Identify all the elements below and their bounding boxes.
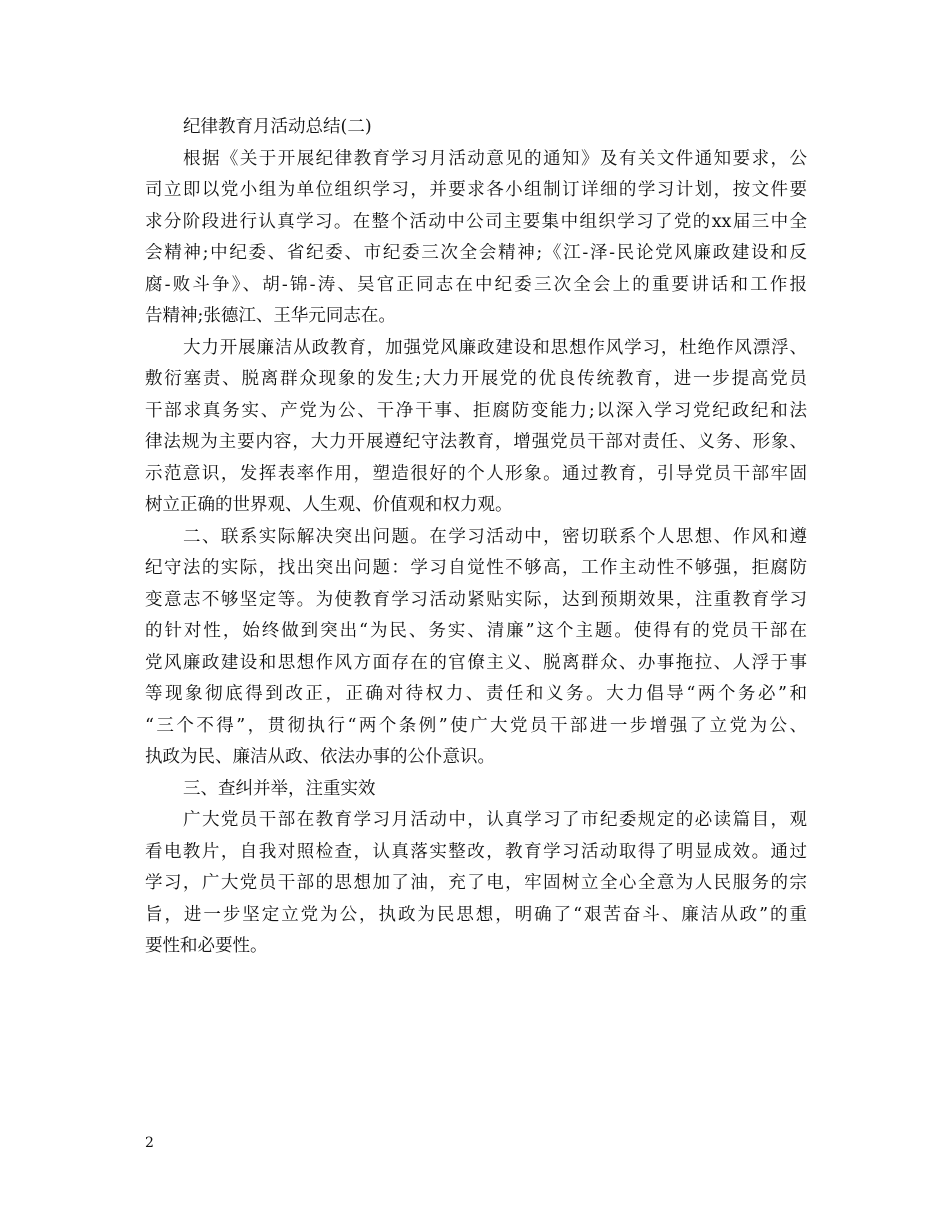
paragraph-line: 司立即以党小组为单位组织学习，并要求各小组制订详细的学习计划，按文件要 [145, 180, 807, 200]
title-text: 纪律教育月活动总结(二) [183, 117, 372, 137]
paragraph-line: 干部求真务实、产党为公、干净干事、拒腐防变能力;以深入学习党纪政纪和法 [145, 400, 807, 421]
paragraph-line: 党风廉政建设和思想作风方面存在的官僚主义、脱离群众、办事拖拉、人浮于事 [145, 652, 807, 673]
document-title [145, 112, 807, 144]
paragraph-line: 根据《关于开展纪律教育学习月活动意见的通知》及有关文件通知要求，公 [183, 148, 807, 169]
paragraph-3 [145, 522, 807, 774]
paragraph-line: 执政为民、廉洁从政、依法办事的公仆意识。 [145, 747, 495, 767]
paragraph-line: 变意志不够坚定等。为使教育学习活动紧贴实际，达到预期效果，注重教育学习 [145, 589, 807, 610]
paragraph-line: 树立正确的世界观、人生观、价值观和权力观。 [145, 495, 513, 515]
paragraph-line: 广大党员干部在教育学习月活动中，认真学习了市纪委规定的必读篇目，观 [183, 810, 807, 830]
paragraph-line: 旨，进一步坚定立党为公，执政为民思想，明确了“艰苦奋斗、廉洁从政”的重 [145, 904, 807, 925]
paragraph-line: 会精神;中纪委、省纪委、市纪委三次全会精神;《江-泽-民论党风廉政建设和反 [145, 243, 807, 263]
paragraph-line: 看电教片，自我对照检查，认真落实整改，教育学习活动取得了明显成效。通过 [145, 841, 807, 862]
paragraph-line: 要性和必要性。 [145, 936, 268, 956]
paragraph-4 [145, 805, 807, 963]
paragraph-line: 腐-败斗争》、胡-锦-涛、吴官正同志在中纪委三次全会上的重要讲话和工作报 [145, 274, 807, 295]
page-number: 2 [145, 1135, 154, 1151]
paragraph-1 [145, 144, 807, 333]
paragraph-line: 敷衍塞责、脱离群众现象的发生;大力开展党的优良传统教育，进一步提高党员 [145, 369, 807, 389]
document-body [145, 112, 807, 963]
paragraph-2 [145, 333, 807, 522]
paragraph-line: 的针对性，始终做到突出“为民、务实、清廉”这个主题。使得有的党员干部在 [145, 621, 807, 641]
section-heading-text: 三、查纠并举，注重实效 [183, 778, 376, 799]
paragraph-line: 二、联系实际解决突出问题。在学习活动中，密切联系个人思想、作风和遵 [183, 526, 807, 547]
paragraph-line: 告精神;张德江、王华元同志在。 [145, 306, 396, 326]
paragraph-line: “三个不得”，贯彻执行“两个条例”使广大党员干部进一步增强了立党为公、 [145, 715, 807, 736]
paragraph-line: 示范意识，发挥表率作用，塑造很好的个人形象。通过教育，引导党员干部牢固 [145, 463, 807, 484]
paragraph-line: 学习，广大党员干部的思想加了油，充了电，牢固树立全心全意为人民服务的宗 [145, 873, 807, 893]
paragraph-line: 求分阶段进行认真学习。在整个活动中公司主要集中组织学习了党的xx届三中全 [145, 211, 807, 232]
section-heading [145, 774, 807, 806]
paragraph-line: 大力开展廉洁从政教育，加强党风廉政建设和思想作风学习，杜绝作风漂浮、 [183, 337, 807, 358]
paragraph-line: 纪守法的实际，找出突出问题：学习自觉性不够高，工作主动性不够强，拒腐防 [145, 558, 807, 578]
paragraph-line: 律法规为主要内容，大力开展遵纪守法教育，增强党员干部对责任、义务、形象、 [145, 432, 807, 452]
paragraph-line: 等现象彻底得到改正，正确对待权力、责任和义务。大力倡导“两个务必”和 [145, 684, 807, 704]
